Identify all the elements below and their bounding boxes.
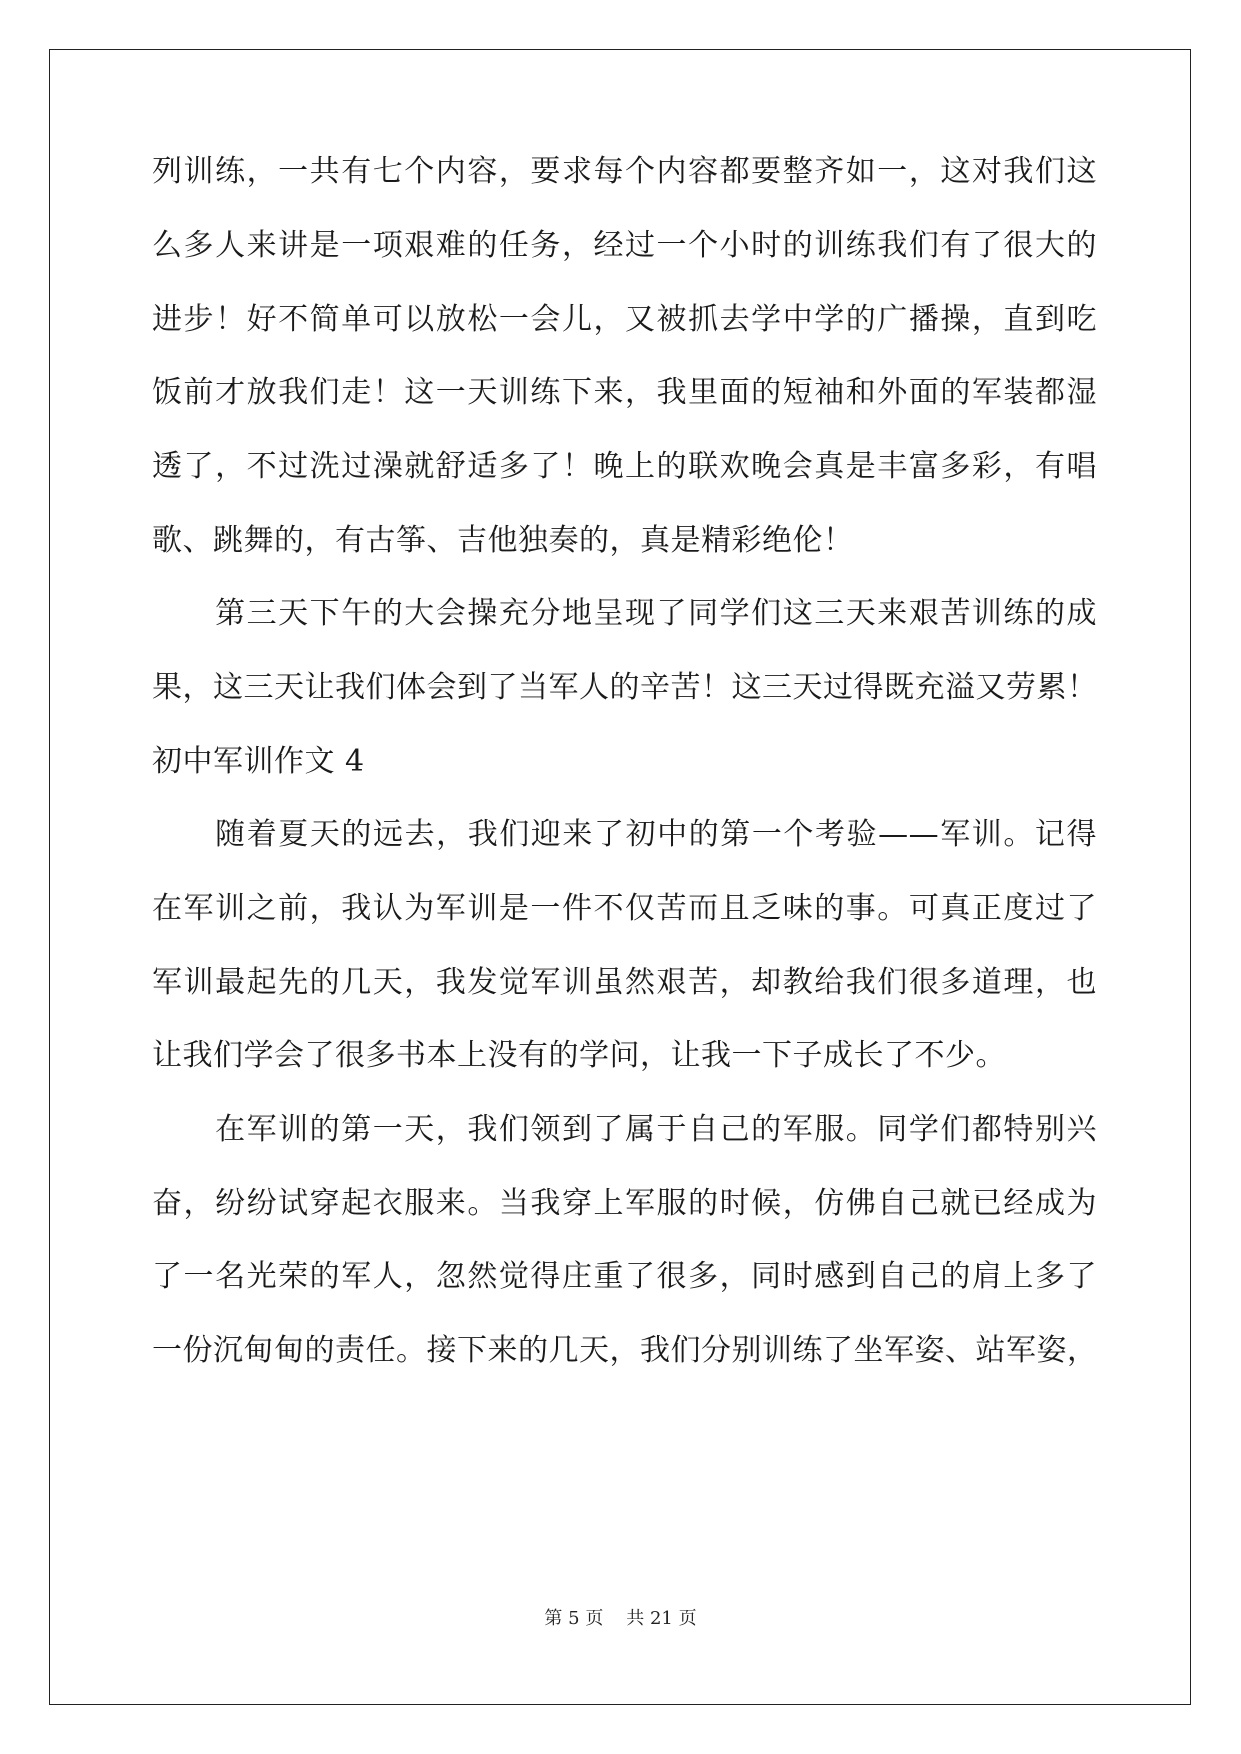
text-line: 一份沉甸甸的责任。接下来的几天，我们分别训练了坐军姿、站军姿， [152, 1333, 1098, 1368]
page-number: 第 5 页 [544, 1608, 604, 1629]
text-line: 列训练，一共有七个内容，要求每个内容都要整齐如一，这对我们这 [152, 154, 1097, 189]
text-line: 奋，纷纷试穿起衣服来。当我穿上军服的时候，仿佛自己就已经成为 [152, 1186, 1097, 1221]
text-line: 歌、跳舞的，有古筝、吉他独奏的，真是精彩绝伦！ [152, 523, 854, 558]
page-footer [0, 1607, 1241, 1631]
text-line: 在军训之前，我认为军训是一件不仅苦而且乏味的事。可真正度过了 [152, 891, 1097, 926]
text-line: 在军训的第一天，我们领到了属于自己的军服。同学们都特别兴 [152, 1112, 1097, 1147]
text-line: 随着夏天的远去，我们迎来了初中的第一个考验——军训。记得 [152, 817, 1097, 852]
text-line: 果，这三天让我们体会到了当军人的辛苦！这三天过得既充溢又劳累！ [152, 670, 1098, 705]
text-line: 了一名光荣的军人，忽然觉得庄重了很多，同时感到自己的肩上多了 [152, 1259, 1097, 1294]
text-line: 让我们学会了很多书本上没有的学问，让我一下子成长了不少。 [152, 1038, 1006, 1073]
page-total: 共 21 页 [626, 1608, 697, 1629]
page-border [49, 49, 1191, 1705]
text-line: 军训最起先的几天，我发觉军训虽然艰苦，却教给我们很多道理，也 [152, 965, 1097, 1000]
text-line: 饭前才放我们走！这一天训练下来，我里面的短袖和外面的军装都湿 [152, 375, 1097, 410]
section-heading: 初中军训作文 4 [152, 744, 365, 779]
text-line: 么多人来讲是一项艰难的任务，经过一个小时的训练我们有了很大的 [152, 228, 1097, 263]
text-line: 透了，不过洗过澡就舒适多了！晚上的联欢晚会真是丰富多彩，有唱 [152, 449, 1097, 484]
text-line: 进步！好不简单可以放松一会儿，又被抓去学中学的广播操，直到吃 [152, 302, 1097, 337]
text-line: 第三天下午的大会操充分地呈现了同学们这三天来艰苦训练的成 [152, 596, 1097, 631]
